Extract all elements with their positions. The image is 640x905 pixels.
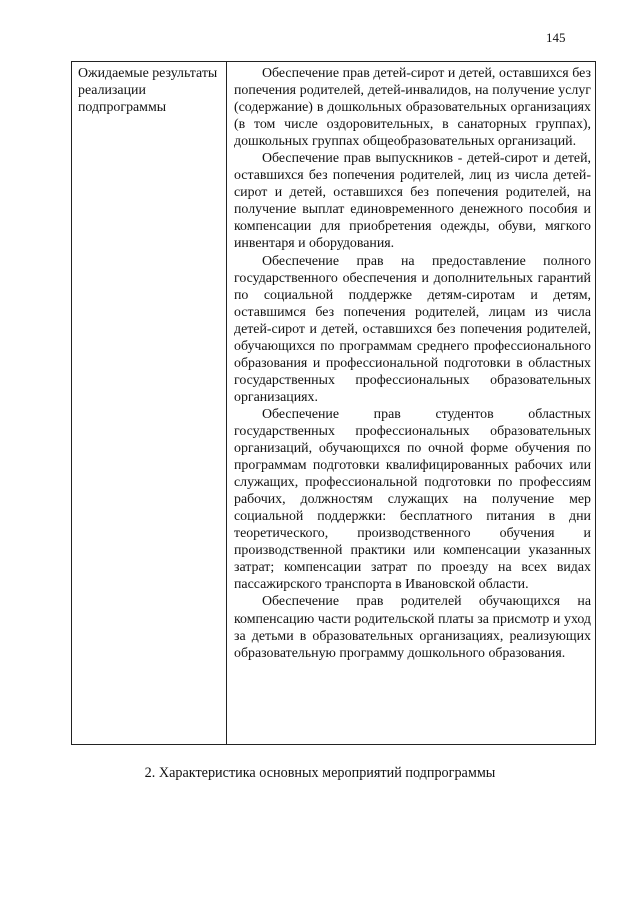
paragraph: Обеспечение прав студентов областных государственных профессиональных образовательных организаций, обучающихся по очной форме обучения по программам подготовки квалифицированных рабочих или служащих, профессиональной подготовки по профессиям рабочих, должностям служащих на получение мер социальной поддержки: бесплатного питания в дни теоретического, производственного обучения и производственной практики или компенсации указанных затрат; компенсации затрат по проезду на всех видах пассажирского транспорта в Ивановской области.: [234, 406, 591, 593]
section-heading: 2. Характеристика основных мероприятий подпрограммы: [144, 765, 496, 781]
paragraph: Обеспечение прав на предоставление полного государственного обеспечения и дополнительных гарантий по социальной поддержке детям-сиротам и детям, оставшимся без попечения родителей, лицам из числа детей-сирот и детей, оставшихся без попечения родителей, обучающихся по программам среднего профессионального образования и профессиональной подготовки в областных государственных профессиональных образовательных организациях.: [234, 253, 591, 405]
label-cell: [72, 62, 227, 745]
paragraph: Обеспечение прав родителей обучающихся на компенсацию части родительской платы за присмотр и уход за детьми в образовательных организациях, реализующих образовательную программу дошкольного образования.: [234, 594, 591, 661]
results-table: [71, 61, 596, 745]
paragraph: Обеспечение прав выпускников - детей-сирот и детей, оставшихся без попечения родителей, лиц из числа детей-сирот и детей, оставшихся без попечения родителей, на получение выплат единовременного денежного пособия и компенсации для приобретения одежды, обуви, мягкого инвентаря и оборудования.: [234, 151, 591, 252]
paragraph: Обеспечение прав детей-сирот и детей, оставшихся без попечения родителей, детей-инвалидов, на получение услуг (содержание) в дошкольных образовательных организациях (в том числе оздоровительных, в санаторных группах), дошкольных группах общеобразовательных организаций.: [234, 66, 591, 150]
page-number: 145: [546, 30, 566, 45]
table-row: [72, 62, 596, 745]
row-label: Ожидаемые результаты реализации подпрограммы: [78, 66, 218, 116]
content-cell: [227, 62, 596, 745]
